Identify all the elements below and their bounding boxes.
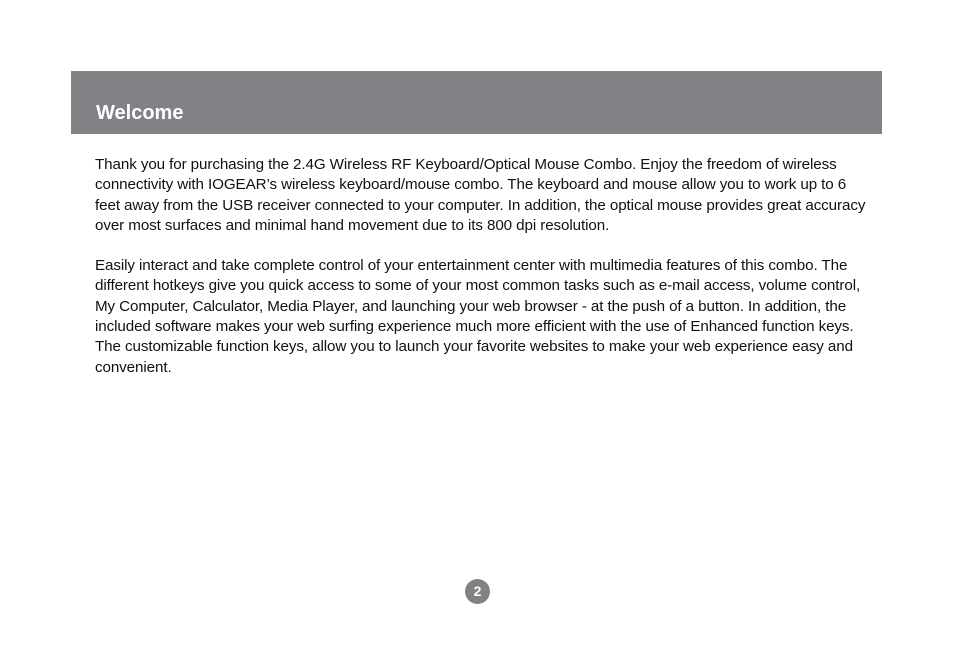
page-number-badge: 2 [465,579,490,604]
body-content [95,155,870,398]
features-paragraph: Easily interact and take complete control of your entertainment center with multimedia features of this combo. The different hotkeys give you quick access to some of your most common tasks such as e-mail access, volume control, My Computer, Calculator, Media Player, and launching your web browser - at the push of a button. In addition, the included software makes your web surfing experience much more efficient with the use of Enhanced function keys. The customizable function keys, allow you to launch your favorite websites to make your web experience easy and convenient. [95,257,861,376]
intro-paragraph: Thank you for purchasing the 2.4G Wireless RF Keyboard/Optical Mouse Combo. Enjoy the freedom of wireless connectivity with IOGEAR’s wireless keyboard/mouse combo. The keyboard and mouse allow you to work up to 6 feet away from the USB receiver connected to your computer. In addition, the optical mouse provides great accuracy over most surfaces and minimal hand movement due to its 800 dpi resolution. [95,156,866,234]
section-title: Welcome [96,102,184,124]
section-header-bar [71,71,882,134]
